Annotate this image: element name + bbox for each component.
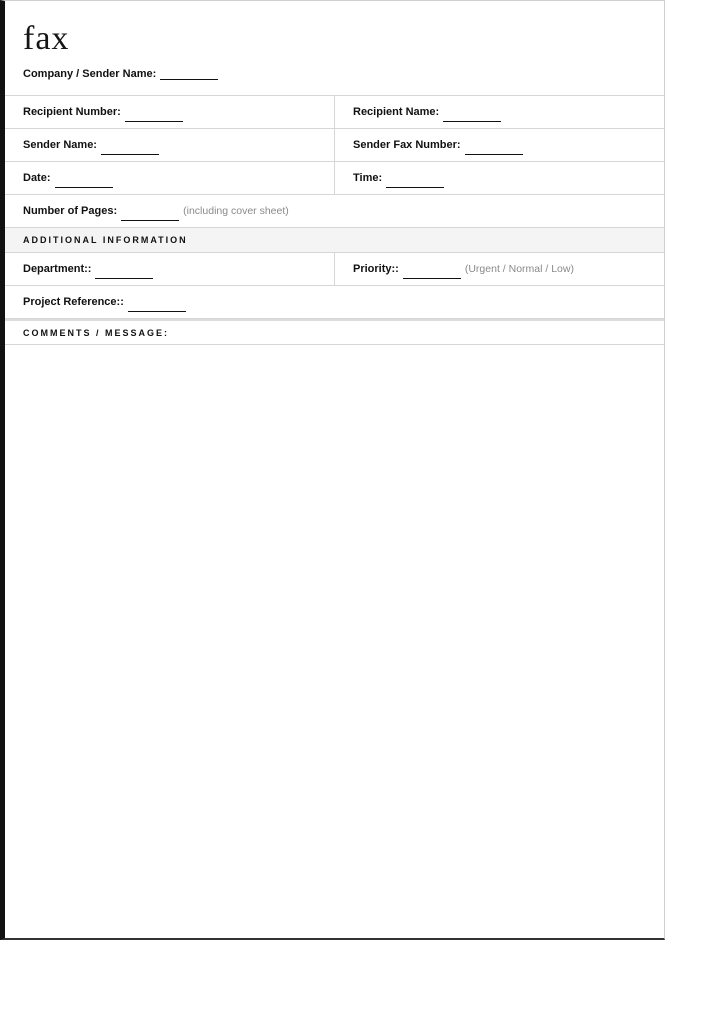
recipient-name-label: Recipient Name: xyxy=(353,106,440,118)
project-row xyxy=(5,286,664,319)
priority-hint: (Urgent / Normal / Low) xyxy=(464,263,574,275)
pages-blank-line[interactable] xyxy=(121,208,179,221)
pages-field xyxy=(5,195,664,227)
sender-name-label: Sender Name: xyxy=(23,139,97,151)
sender-fax-blank-line[interactable] xyxy=(465,142,523,155)
comments-area[interactable] xyxy=(5,345,664,941)
recipient-number-blank-line[interactable] xyxy=(125,109,183,122)
department-field xyxy=(5,253,335,285)
recipient-name-blank-line[interactable] xyxy=(443,109,501,122)
recipient-row xyxy=(5,96,664,129)
time-field xyxy=(335,162,664,194)
sender-row xyxy=(5,129,664,162)
date-blank-line[interactable] xyxy=(55,175,113,188)
date-time-row xyxy=(5,162,664,195)
comments-heading: COMMENTS / MESSAGE: xyxy=(5,319,664,345)
sender-fax-label: Sender Fax Number: xyxy=(353,139,461,151)
time-blank-line[interactable] xyxy=(386,175,444,188)
department-label: Department:: xyxy=(23,263,92,275)
sender-name-field xyxy=(5,129,335,161)
time-label: Time: xyxy=(353,172,383,184)
department-priority-row xyxy=(5,253,664,286)
project-label: Project Reference:: xyxy=(23,296,124,308)
company-blank-line[interactable] xyxy=(160,67,218,80)
department-blank-line[interactable] xyxy=(95,266,153,279)
priority-label: Priority:: xyxy=(353,263,399,275)
pages-hint: (including cover sheet) xyxy=(183,205,289,217)
priority-blank-line[interactable] xyxy=(403,266,461,279)
date-label: Date: xyxy=(23,172,51,184)
date-field xyxy=(5,162,335,194)
page-title: fax xyxy=(23,20,70,57)
project-field xyxy=(5,286,664,318)
recipient-number-label: Recipient Number: xyxy=(23,106,121,118)
additional-info-heading: ADDITIONAL INFORMATION xyxy=(5,228,664,253)
sender-fax-field xyxy=(335,129,664,161)
company-field xyxy=(23,64,218,82)
sender-name-blank-line[interactable] xyxy=(101,142,159,155)
pages-label: Number of Pages: xyxy=(23,205,118,217)
priority-field xyxy=(335,253,664,285)
pages-row xyxy=(5,195,664,228)
recipient-number-field xyxy=(5,96,335,128)
recipient-name-field xyxy=(335,96,664,128)
company-label: Company / Sender Name: xyxy=(23,68,157,80)
header xyxy=(5,1,664,96)
project-blank-line[interactable] xyxy=(128,299,186,312)
